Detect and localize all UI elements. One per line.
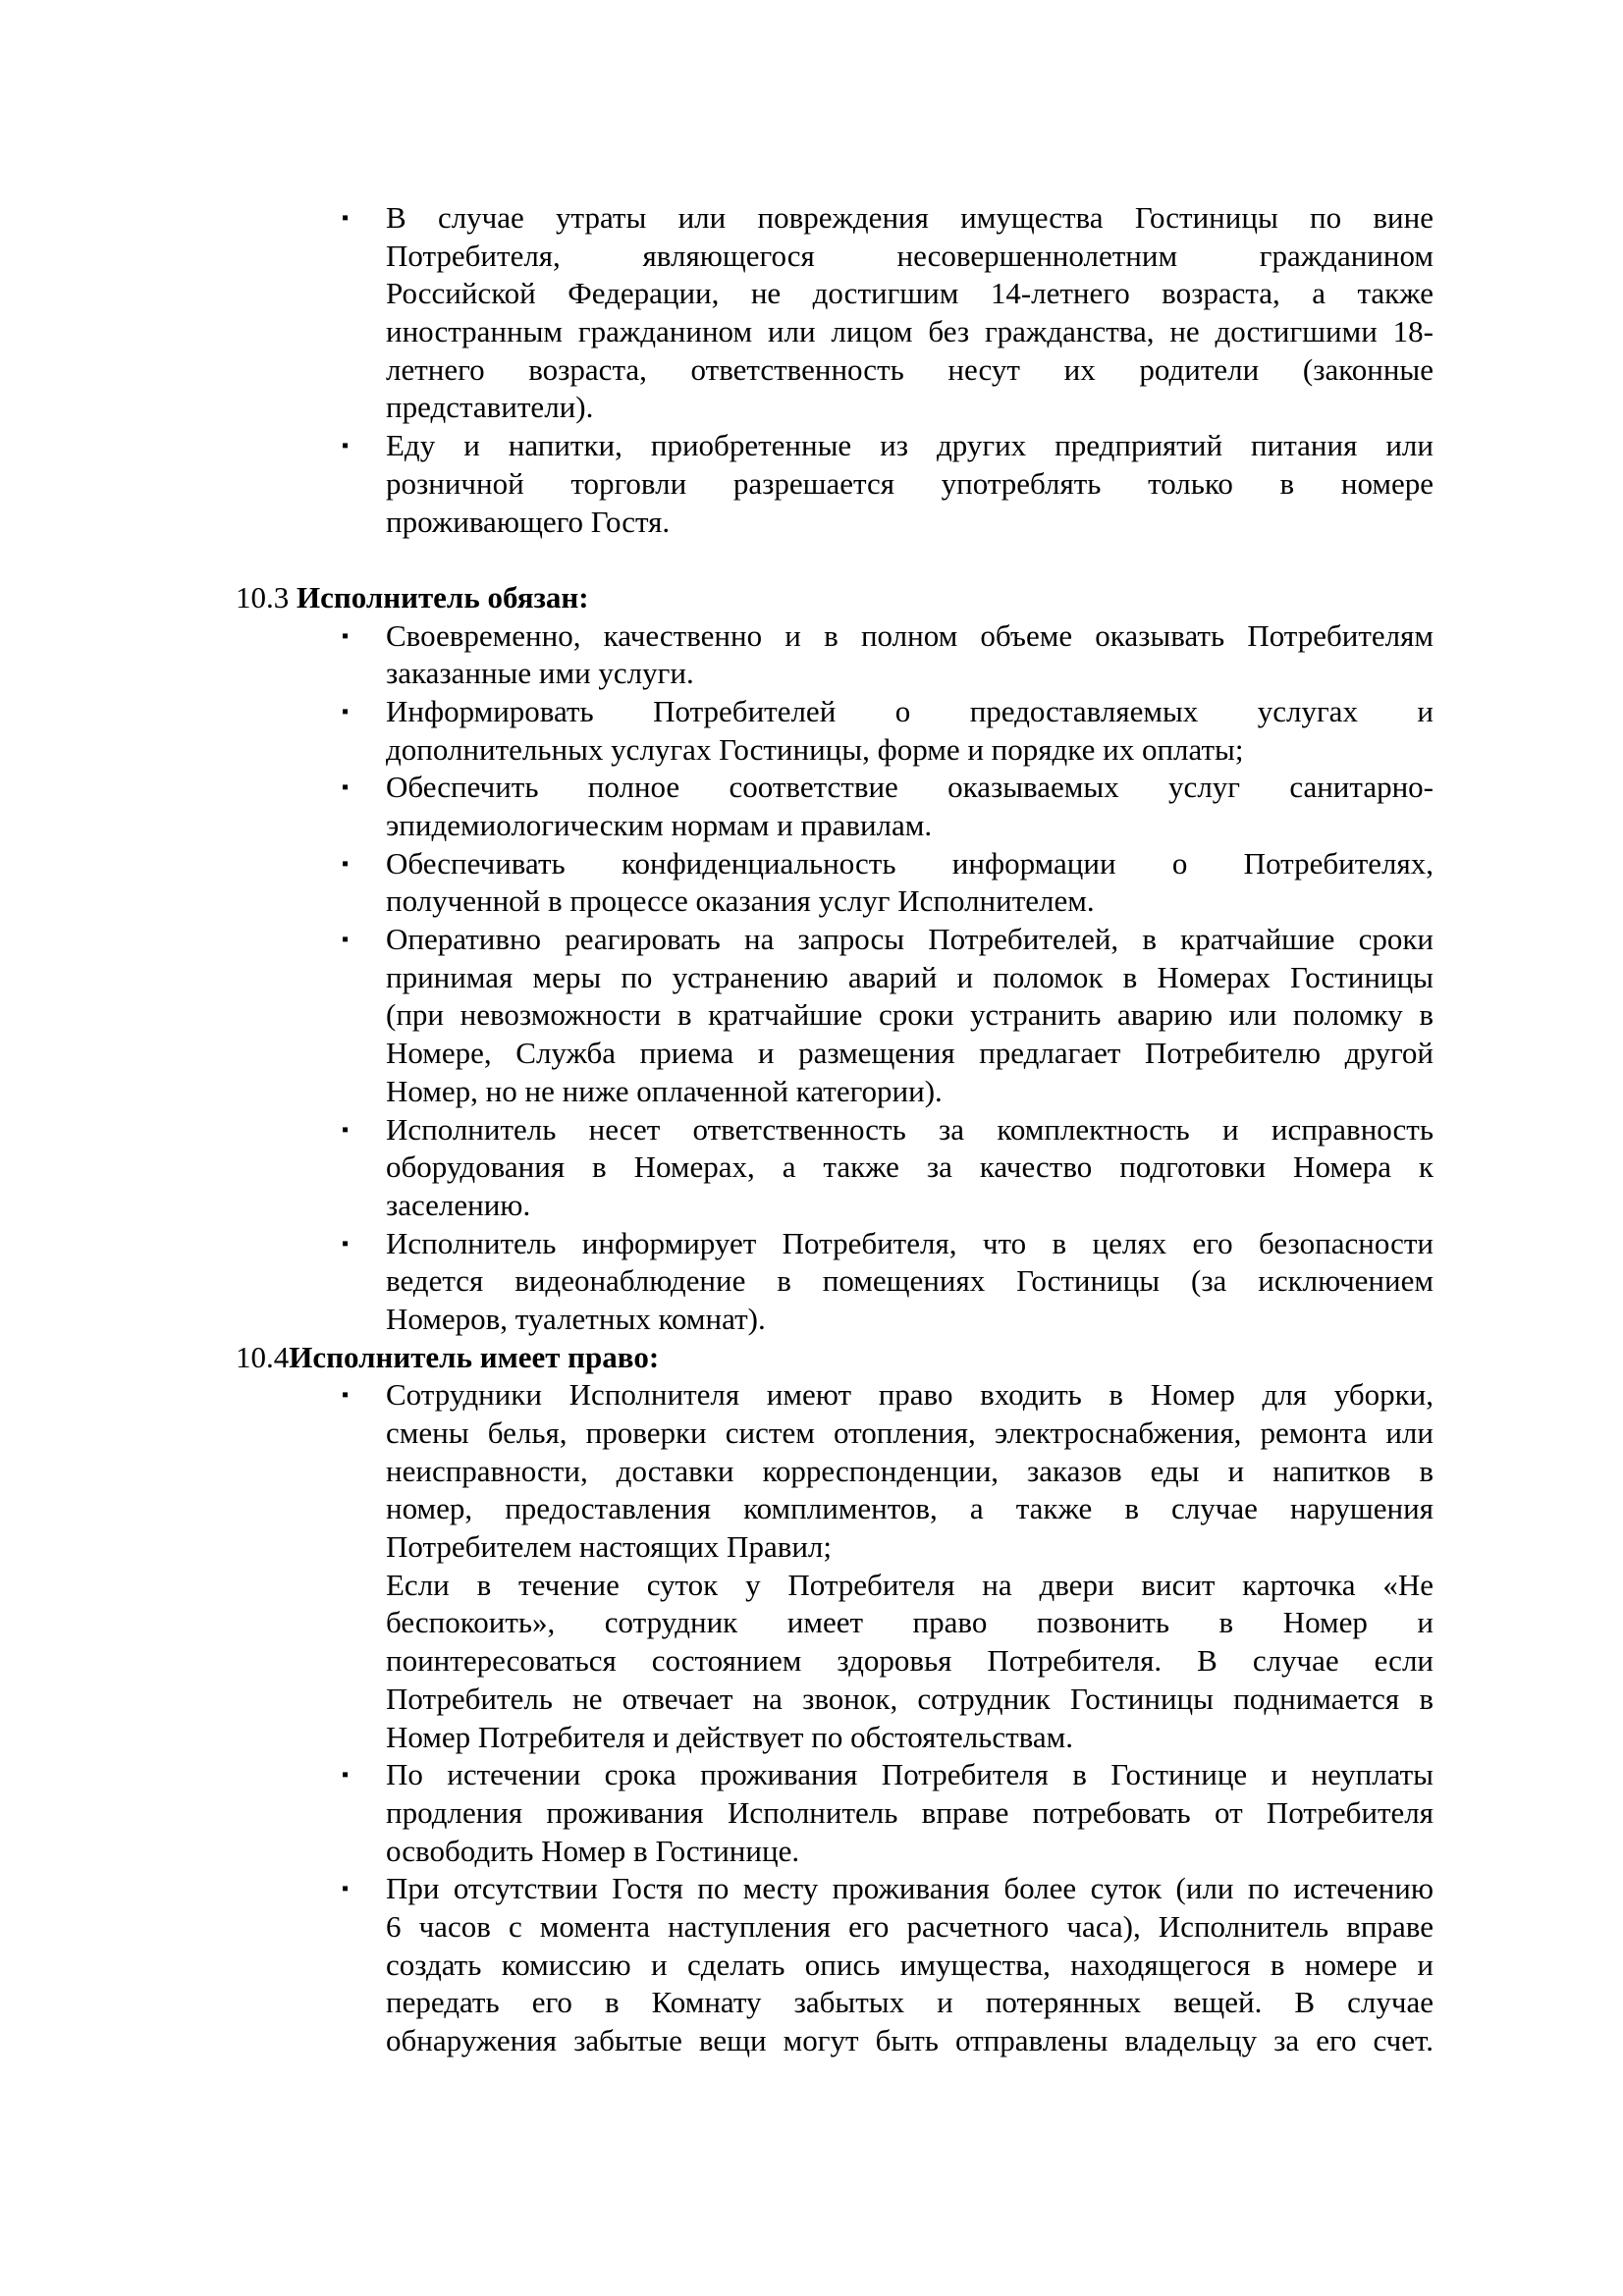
text-line: ведется видеонаблюдение в помещениях Гостиницы (за исключением (386, 1263, 1434, 1299)
square-bullet-icon: ▪ (342, 700, 350, 722)
text-line: заселению. (386, 1187, 531, 1222)
bullet-item (342, 845, 1434, 921)
text-line: Номеров, туалетных комнат). (386, 1301, 766, 1336)
text-line: летнего возраста, ответственность несут их родители (законные (386, 351, 1434, 387)
text-line: Обеспечивать конфиденциальность информации о Потребителях, (386, 845, 1434, 881)
square-bullet-icon: ▪ (342, 1878, 350, 1900)
text-line: Потребитель не отвечает на звонок, сотрудник Гостиницы поднимается в (386, 1681, 1434, 1716)
bullet-item (342, 769, 1434, 844)
text-line: обнаружения забытые вещи могут быть отправлены владельцу за его счет. (386, 2023, 1434, 2057)
bullet-item (342, 1111, 1434, 1225)
text-line: Номер Потребителя и действует по обстоятельствам. (386, 1719, 1073, 1754)
text-line: поинтересоваться состоянием здоровья Потребителя. В случае если (386, 1643, 1434, 1679)
text-line: Еду и напитки, приобретенные из других предприятий питания или (386, 428, 1434, 463)
text-line: Информировать Потребителей о предоставляемых услугах и (386, 693, 1434, 728)
section-10-2-tail (236, 199, 1434, 541)
text-line: Своевременно, качественно и в полном объеме оказывать Потребителям (386, 617, 1434, 653)
text-line: Обеспечить полное соответствие оказываемых услуг санитарно- (386, 770, 1434, 805)
section-title: Исполнитель имеет право: (289, 1339, 660, 1374)
text-line: Сотрудники Исполнителя имеют право входить в Номер для уборки, (386, 1377, 1434, 1413)
square-bullet-icon: ▪ (342, 852, 350, 875)
square-bullet-icon: ▪ (342, 624, 350, 647)
square-bullet-icon: ▪ (342, 1764, 350, 1787)
text-line: дополнительных услугах Гостиницы, форме и порядке их оплаты; (386, 731, 1244, 767)
text-line: Потребителем настоящих Правил; (386, 1529, 833, 1565)
section-10-3-items (236, 617, 1434, 1339)
bullet-item (342, 427, 1434, 541)
text-line: Российской Федерации, не достигшим 14-летнего возраста, а также (386, 276, 1434, 311)
square-bullet-icon: ▪ (342, 1232, 350, 1255)
text-line: неисправности, доставки корреспонденции, заказов еды и напитков в (386, 1453, 1434, 1488)
text-line: Потребителя, являющегося несовершеннолетним гражданином (386, 238, 1434, 273)
section-title: Исполнитель обязан: (297, 579, 589, 614)
square-bullet-icon: ▪ (342, 776, 350, 799)
section-number: 10.3 (236, 579, 297, 614)
bullet-item (342, 1225, 1434, 1339)
text-line: 6 часов с момента наступления его расчетного часа), Исполнитель вправе (386, 1908, 1434, 1944)
section-number: 10.4 (236, 1339, 290, 1374)
text-line: иностранным гражданином или лицом без гражданства, не достигшими 18- (386, 314, 1434, 349)
text-line: заказанные ими услуги. (386, 656, 694, 691)
text-line: продления проживания Исполнитель вправе потребовать от Потребителя (386, 1794, 1434, 1830)
paragraph (386, 1567, 1434, 1756)
square-bullet-icon: ▪ (342, 929, 350, 951)
text-line: принимая меры по устранению аварий и поломок в Номерах Гостиницы (386, 959, 1434, 994)
square-bullet-icon: ▪ (342, 1118, 350, 1141)
bullet-item (342, 617, 1434, 693)
text-line: По истечении срока проживания Потребителя в Гостинице и неуплаты (386, 1757, 1434, 1792)
text-line: (при невозможности в кратчайшие сроки устранить аварию или поломку в (386, 997, 1434, 1033)
text-line: проживающего Гостя. (386, 504, 671, 539)
text-line: оборудования в Номерах, а также за качество подготовки Номера к (386, 1149, 1434, 1185)
bullet-item (342, 693, 1434, 769)
text-line: При отсутствии Гостя по месту проживания более суток (или по истечению (386, 1871, 1434, 1906)
text-line: полученной в процессе оказания услуг Исполнителем. (386, 883, 1095, 919)
text-line: номер, предоставления комплиментов, а также в случае нарушения (386, 1491, 1434, 1526)
text-line: представители). (386, 390, 594, 425)
bullet-item (342, 1376, 1434, 1566)
text-line: Номер, но не ниже оплаченной категории). (386, 1073, 943, 1108)
text-line: Исполнитель несет ответственность за комплектность и исправность (386, 1111, 1434, 1147)
text-line: освободить Номер в Гостинице. (386, 1833, 800, 1868)
square-bullet-icon: ▪ (342, 435, 350, 457)
bullet-item (342, 1870, 1434, 2059)
text-line: создать комиссию и сделать опись имущества, находящегося в номере и (386, 1947, 1434, 1982)
text-line: эпидемиологическим нормам и правилам. (386, 808, 933, 842)
section-heading-10-3 (236, 579, 1434, 617)
section-10-4-items (236, 1376, 1434, 2059)
square-bullet-icon: ▪ (342, 207, 350, 229)
text-line: Оперативно реагировать на запросы Потребителей, в кратчайшие сроки (386, 922, 1434, 957)
section-heading-10-4 (236, 1339, 1434, 1377)
bullet-item (342, 921, 1434, 1110)
blank-line (236, 541, 1434, 579)
text-line: смены белья, проверки систем отопления, электроснабжения, ремонта или (386, 1415, 1434, 1450)
text-line: беспокоить», сотрудник имеет право позвонить в Номер и (386, 1605, 1434, 1640)
square-bullet-icon: ▪ (342, 1384, 350, 1407)
text-line: Номере, Служба приема и размещения предлагает Потребителю другой (386, 1036, 1434, 1071)
document-page (236, 199, 1434, 2060)
text-line: розничной торговли разрешается употреблять только в номере (386, 465, 1434, 501)
text-line: Исполнитель информирует Потребителя, что в целях его безопасности (386, 1225, 1434, 1260)
bullet-item (342, 199, 1434, 427)
text-line: Если в течение суток у Потребителя на двери висит карточка «Не (386, 1567, 1434, 1602)
text-line: В случае утраты или повреждения имущества Гостиницы по вине (386, 200, 1434, 235)
text-line: передать его в Комнату забытых и потерянных вещей. В случае (386, 1985, 1434, 2020)
bullet-item (342, 1756, 1434, 1870)
